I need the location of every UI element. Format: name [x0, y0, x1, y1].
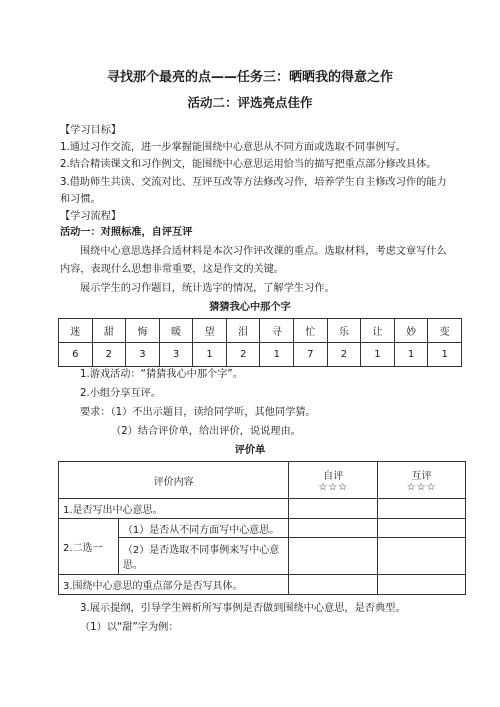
process-heading: 【学习流程】 — [60, 211, 122, 222]
paragraph-line: 围绕中心意思选择合适材料是本次习作评改课的重点。选取材料，考虑文章写什么 — [80, 246, 447, 257]
paragraph-line: 展示学生的习作题目，统计选字的情况，了解学生习作。 — [80, 283, 335, 294]
objective-3: 3.借助师生共读、交流对比、互评互改等方法修改习作，培养学生自主修改习作的能力 — [60, 177, 447, 188]
example-heading: （1）以“甜”字为例： — [80, 622, 179, 633]
self-score-cell — [289, 538, 378, 575]
step-3: 3.展示提纲，引导学生辨析所写事例是否做到围绕中心意思，是否典型。 — [80, 603, 406, 614]
count-cell: 3 — [159, 343, 193, 367]
char-cell: 悔 — [126, 319, 160, 343]
star-rating: ☆☆☆ — [318, 482, 349, 493]
objectives-heading: 【学习目标】 — [60, 125, 122, 136]
peer-score-cell — [378, 499, 466, 519]
char-count-table — [58, 318, 462, 367]
self-score-cell — [289, 519, 378, 538]
peer-eval-label: 互评 — [411, 471, 432, 482]
choice-label-cell: 2.二选一 — [59, 519, 119, 575]
step-2: 2.小组分享互评。 — [80, 388, 162, 399]
char-cell: 变 — [428, 319, 462, 343]
header-content: 评价内容 — [59, 462, 289, 499]
criterion-cell: 1.是否写出中心意思。 — [59, 499, 289, 519]
count-cell: 2 — [92, 343, 126, 367]
requirement-2: （2）结合评价单，给出评价，说说理由。 — [111, 426, 301, 437]
char-cell: 迷 — [59, 319, 93, 343]
evaluation-row — [59, 575, 466, 595]
char-row — [59, 319, 462, 343]
char-cell: 妙 — [394, 319, 428, 343]
self-score-cell — [289, 499, 378, 519]
activity-one-heading: 活动一：对照标准，自评互评 — [60, 227, 193, 238]
objective-1: 1.通过习作交流，进一步掌握能围绕中心意思从不同方面或选取不同事例写。 — [60, 142, 406, 153]
header-peer — [378, 462, 466, 499]
peer-score-cell — [378, 575, 466, 595]
count-cell: 1 — [193, 343, 227, 367]
evaluation-table-caption: 评价单 — [234, 445, 266, 456]
evaluation-row — [59, 499, 466, 519]
peer-score-cell — [378, 519, 466, 538]
evaluation-row — [59, 519, 466, 538]
char-table-caption: 猜猜我心中那个字 — [209, 302, 291, 313]
char-cell: 泪 — [226, 319, 260, 343]
count-cell: 2 — [226, 343, 260, 367]
count-cell: 2 — [327, 343, 361, 367]
evaluation-row — [59, 538, 466, 575]
count-cell: 6 — [59, 343, 93, 367]
requirement-1: 要求：（1）不出示题目，读给同学听，其他同学猜。 — [80, 407, 316, 418]
page-subtitle: 活动二：评选亮点佳作 — [187, 95, 313, 110]
count-cell: 1 — [260, 343, 294, 367]
count-row — [59, 343, 462, 367]
step-1: 1.游戏活动：“猜猜我心中那个字”。 — [80, 369, 243, 380]
count-cell: 1 — [428, 343, 462, 367]
count-cell: 3 — [126, 343, 160, 367]
objective-2: 2.结合精读课文和习作例文，能围绕中心意思运用恰当的描写把重点部分修改具体。 — [60, 159, 437, 170]
self-score-cell — [289, 575, 378, 595]
count-cell: 7 — [294, 343, 328, 367]
char-cell: 暖 — [159, 319, 193, 343]
count-cell: 1 — [394, 343, 428, 367]
criterion-line: 思。 — [122, 560, 143, 571]
paragraph-line: 内容，表现什么思想非常重要，这是作文的关键。 — [60, 264, 285, 275]
evaluation-header-row — [59, 462, 466, 499]
star-rating: ☆☆☆ — [406, 482, 437, 493]
peer-score-cell — [378, 538, 466, 575]
count-cell: 1 — [361, 343, 395, 367]
char-cell: 寻 — [260, 319, 294, 343]
char-cell: 望 — [193, 319, 227, 343]
header-self — [289, 462, 378, 499]
evaluation-table — [58, 461, 466, 595]
criterion-cell — [118, 538, 289, 575]
char-cell: 让 — [361, 319, 395, 343]
self-eval-label: 自评 — [323, 471, 344, 482]
char-cell: 忙 — [294, 319, 328, 343]
criterion-line: （2）是否选取不同事例来写中心意 — [122, 545, 280, 556]
char-cell: 乐 — [327, 319, 361, 343]
criterion-cell: （1）是否从不同方面写中心意思。 — [118, 519, 289, 538]
objective-3-cont: 和习惯。 — [60, 194, 101, 205]
criterion-cell: 3.围绕中心意思的重点部分是否写具体。 — [59, 575, 289, 595]
char-cell: 甜 — [92, 319, 126, 343]
page-title: 寻找那个最亮的点——任务三：晒晒我的得意之作 — [106, 70, 393, 85]
